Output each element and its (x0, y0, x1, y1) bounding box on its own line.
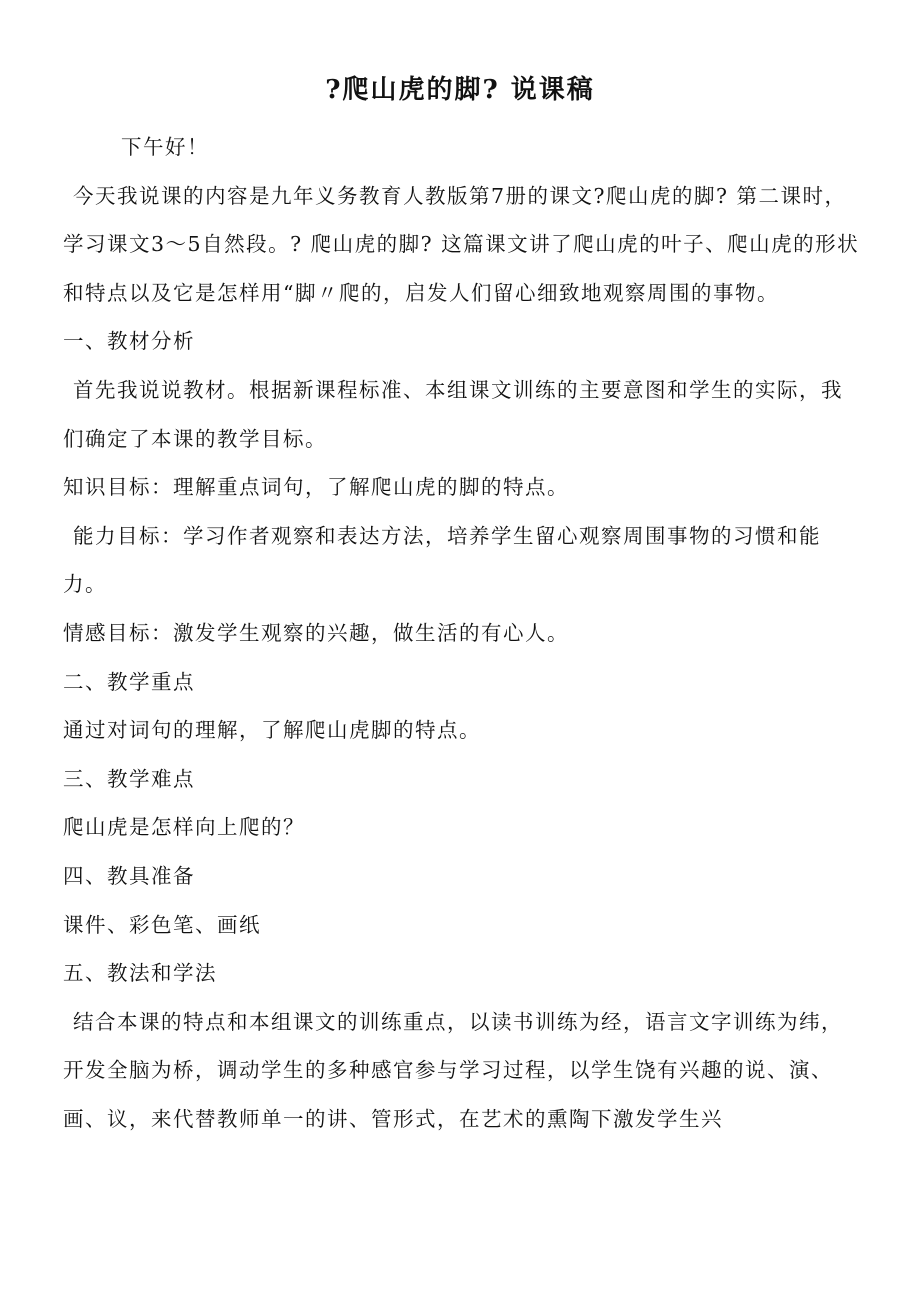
section-heading-difficulty: 三、教学难点 (63, 766, 195, 791)
section-heading-methods: 五、教法和学法 (63, 961, 217, 986)
greeting: 下午好！ (121, 135, 209, 159)
materials-paragraph: 课件、彩色笔、画纸 (63, 912, 261, 937)
section-heading-focus: 二、教学重点 (63, 669, 195, 694)
document-body (63, 123, 863, 1143)
section-heading-material: 一、教材分析 (63, 329, 195, 354)
document-title: ?爬山虎的脚? 说课稿 (325, 75, 595, 105)
goal-knowledge: 知识目标：理解重点词句，了解爬山虎的脚的特点。 (63, 475, 569, 500)
focus-paragraph: 通过对词句的理解，了解爬山虎脚的特点。 (63, 718, 481, 743)
material-paragraph: 首先我说说教材。根据新课程标准、本组课文训练的主要意图和学生的实际，我们确定了本课的教学目标。 (63, 377, 843, 451)
goal-ability: 能力目标：学习作者观察和表达方法，培养学生留心观察周围事物的习惯和能力。 (63, 523, 821, 597)
intro-paragraph: 今天我说课的内容是九年义务教育人教版第7册的课文?爬山虎的脚? 第二课时，学习课文3～5自然段。? 爬山虎的脚? 这篇课文讲了爬山虎的叶子、爬山虎的形状和特点以及它是怎样用“脚〃爬的，启发人们留心细致地观察周围的事物。 (63, 183, 860, 305)
methods-paragraph: 结合本课的特点和本组课文的训练重点，以读书训练为经，语言文字训练为纬，开发全脑为桥，调动学生的多种感官参与学习过程，以学生饶有兴趣的说、演、画、议，来代替教师单一的讲、管形式，在艺术的熏陶下激发学生兴 (63, 1009, 843, 1131)
goal-emotion: 情感目标：激发学生观察的兴趣，做生活的有心人。 (63, 620, 569, 645)
section-heading-materials: 四、教具准备 (63, 863, 195, 888)
difficulty-paragraph: 爬山虎是怎样向上爬的？ (63, 815, 305, 840)
